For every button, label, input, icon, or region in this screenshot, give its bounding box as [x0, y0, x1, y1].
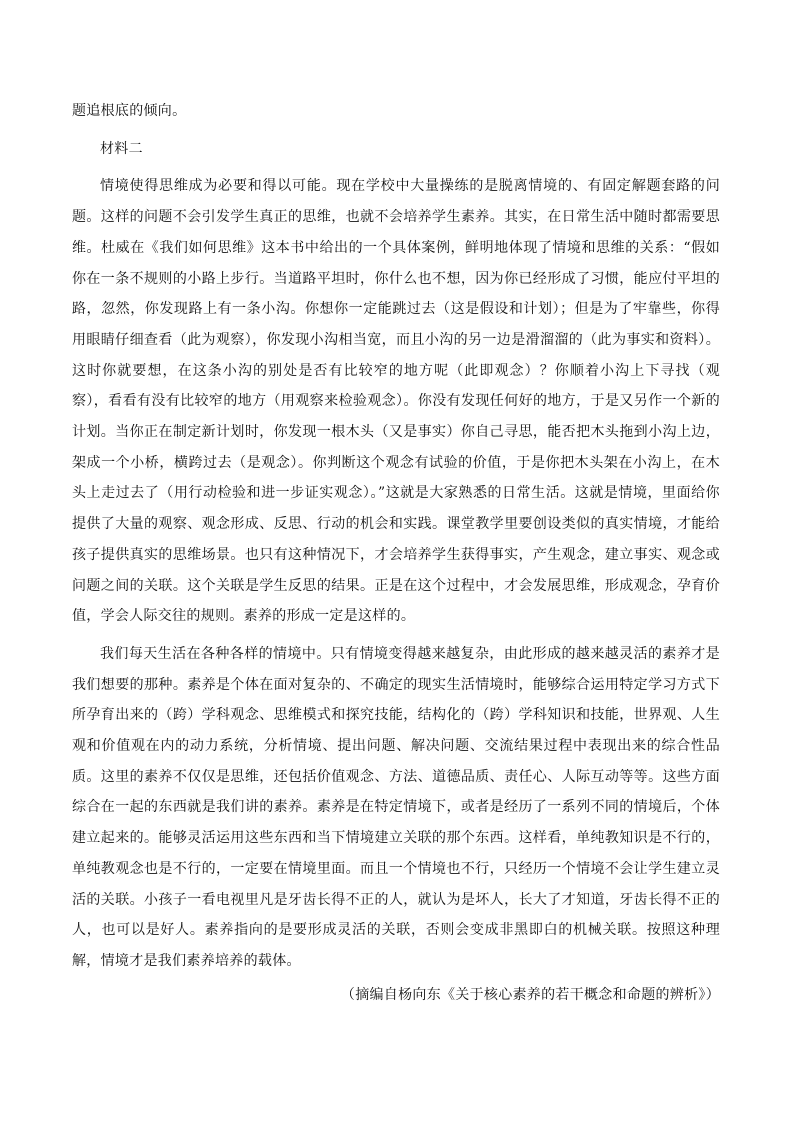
document-body — [72, 96, 720, 1010]
section-heading: 材料二 — [100, 140, 143, 157]
source-citation: （摘编自杨向东《关于核心素养的若干概念和命题的辨析》） — [340, 986, 720, 1003]
paragraph-continuation: 题追根底的倾向。 — [72, 103, 187, 119]
paragraph: 我们每天生活在各种各样的情境中。只有情境变得越来越复杂，由此形成的越来越灵活的素养才是我们想要的那种。素养是个体在面对复杂的、不确定的现实生活情境时，能够综合运用特定学习方式下所孕育出来的（跨）学科观念、思维模式和探究技能，结构化的（跨）学科知识和技能，世界观、人生观和价值观在内的动力系统，分析情境、提出问题、解决问题、交流结果过程中表现出来的综合性品质。这里的素养不仅仅是思维，还包括价值观念、方法、道德品质、责任心、人际互动等等。这些方面综合在一起的东西就是我们讲的素养。素养是在特定情境下，或者是经历了一系列不同的情境后，个体建立起来的。能够灵活运用这些东西和当下情境建立关联的那个东西。这样看，单纯教知识是不行的，单纯教观念也是不行的，一定要在情境里面。而且一个情境也不行，只经历一个情境不会让学生建立灵活的关联。小孩子一看电视里凡是牙齿长得不正的人，就认为是坏人，长大了才知道，牙齿长得不正的人，也可以是好人。素养指向的是要形成灵活的关联，否则会变成非黑即白的机械关联。按照这种理解，情境才是我们素养培养的载体。 — [72, 645, 720, 969]
paragraph: 情境使得思维成为必要和得以可能。现在学校中大量操练的是脱离情境的、有固定解题套路的问题。这样的问题不会引发学生真正的思维，也就不会培养学生素养。其实，在日常生活中随时都需要思维。杜威在《我们如何思维》这本书中给出的一个具体案例，鲜明地体现了情境和思维的关系：“假如你在一条不规则的小路上步行。当道路平坦时，你什么也不想，因为你已经形成了习惯，能应付平坦的路，忽然，你发现路上有一条小沟。你想你一定能跳过去（这是假设和计划）；但是为了牢靠些，你得用眼睛仔细查看（此为观察），你发现小沟相当宽，而且小沟的另一边是滑溜溜的（此为事实和资料）。这时你就要想，在这条小沟的别处是否有比较窄的地方呢（此即观念）？你顺着小沟上下寻找（观察），看看有没有比较窄的地方（用观察来检验观念）。你没有发现任何好的地方，于是又另作一个新的计划。当你正在制定新计划时，你发现一根木头（又是事实）你自己寻思，能否把木头拖到小沟上边，架成一个小桥，横跨过去（是观念）。你判断这个观念有试验的价值，于是你把木头架在小沟上，在木头上走过去了（用行动检验和进一步证实观念）。”这就是大家熟悉的日常生活。这就是情境，里面给你提供了大量的观察、观念形成、反思、行动的机会和实践。课堂教学里要创设类似的真实情境，才能给孩子提供真实的思维场景。也只有这种情况下，才会培养学生获得事实，产生观念，建立事实、观念或问题之间的关联。这个关联是学生反思的结果。正是在这个过程中，才会发展思维，形成观念，孕育价值，学会人际交往的规则。素养的形成一定是这样的。 — [72, 178, 720, 625]
